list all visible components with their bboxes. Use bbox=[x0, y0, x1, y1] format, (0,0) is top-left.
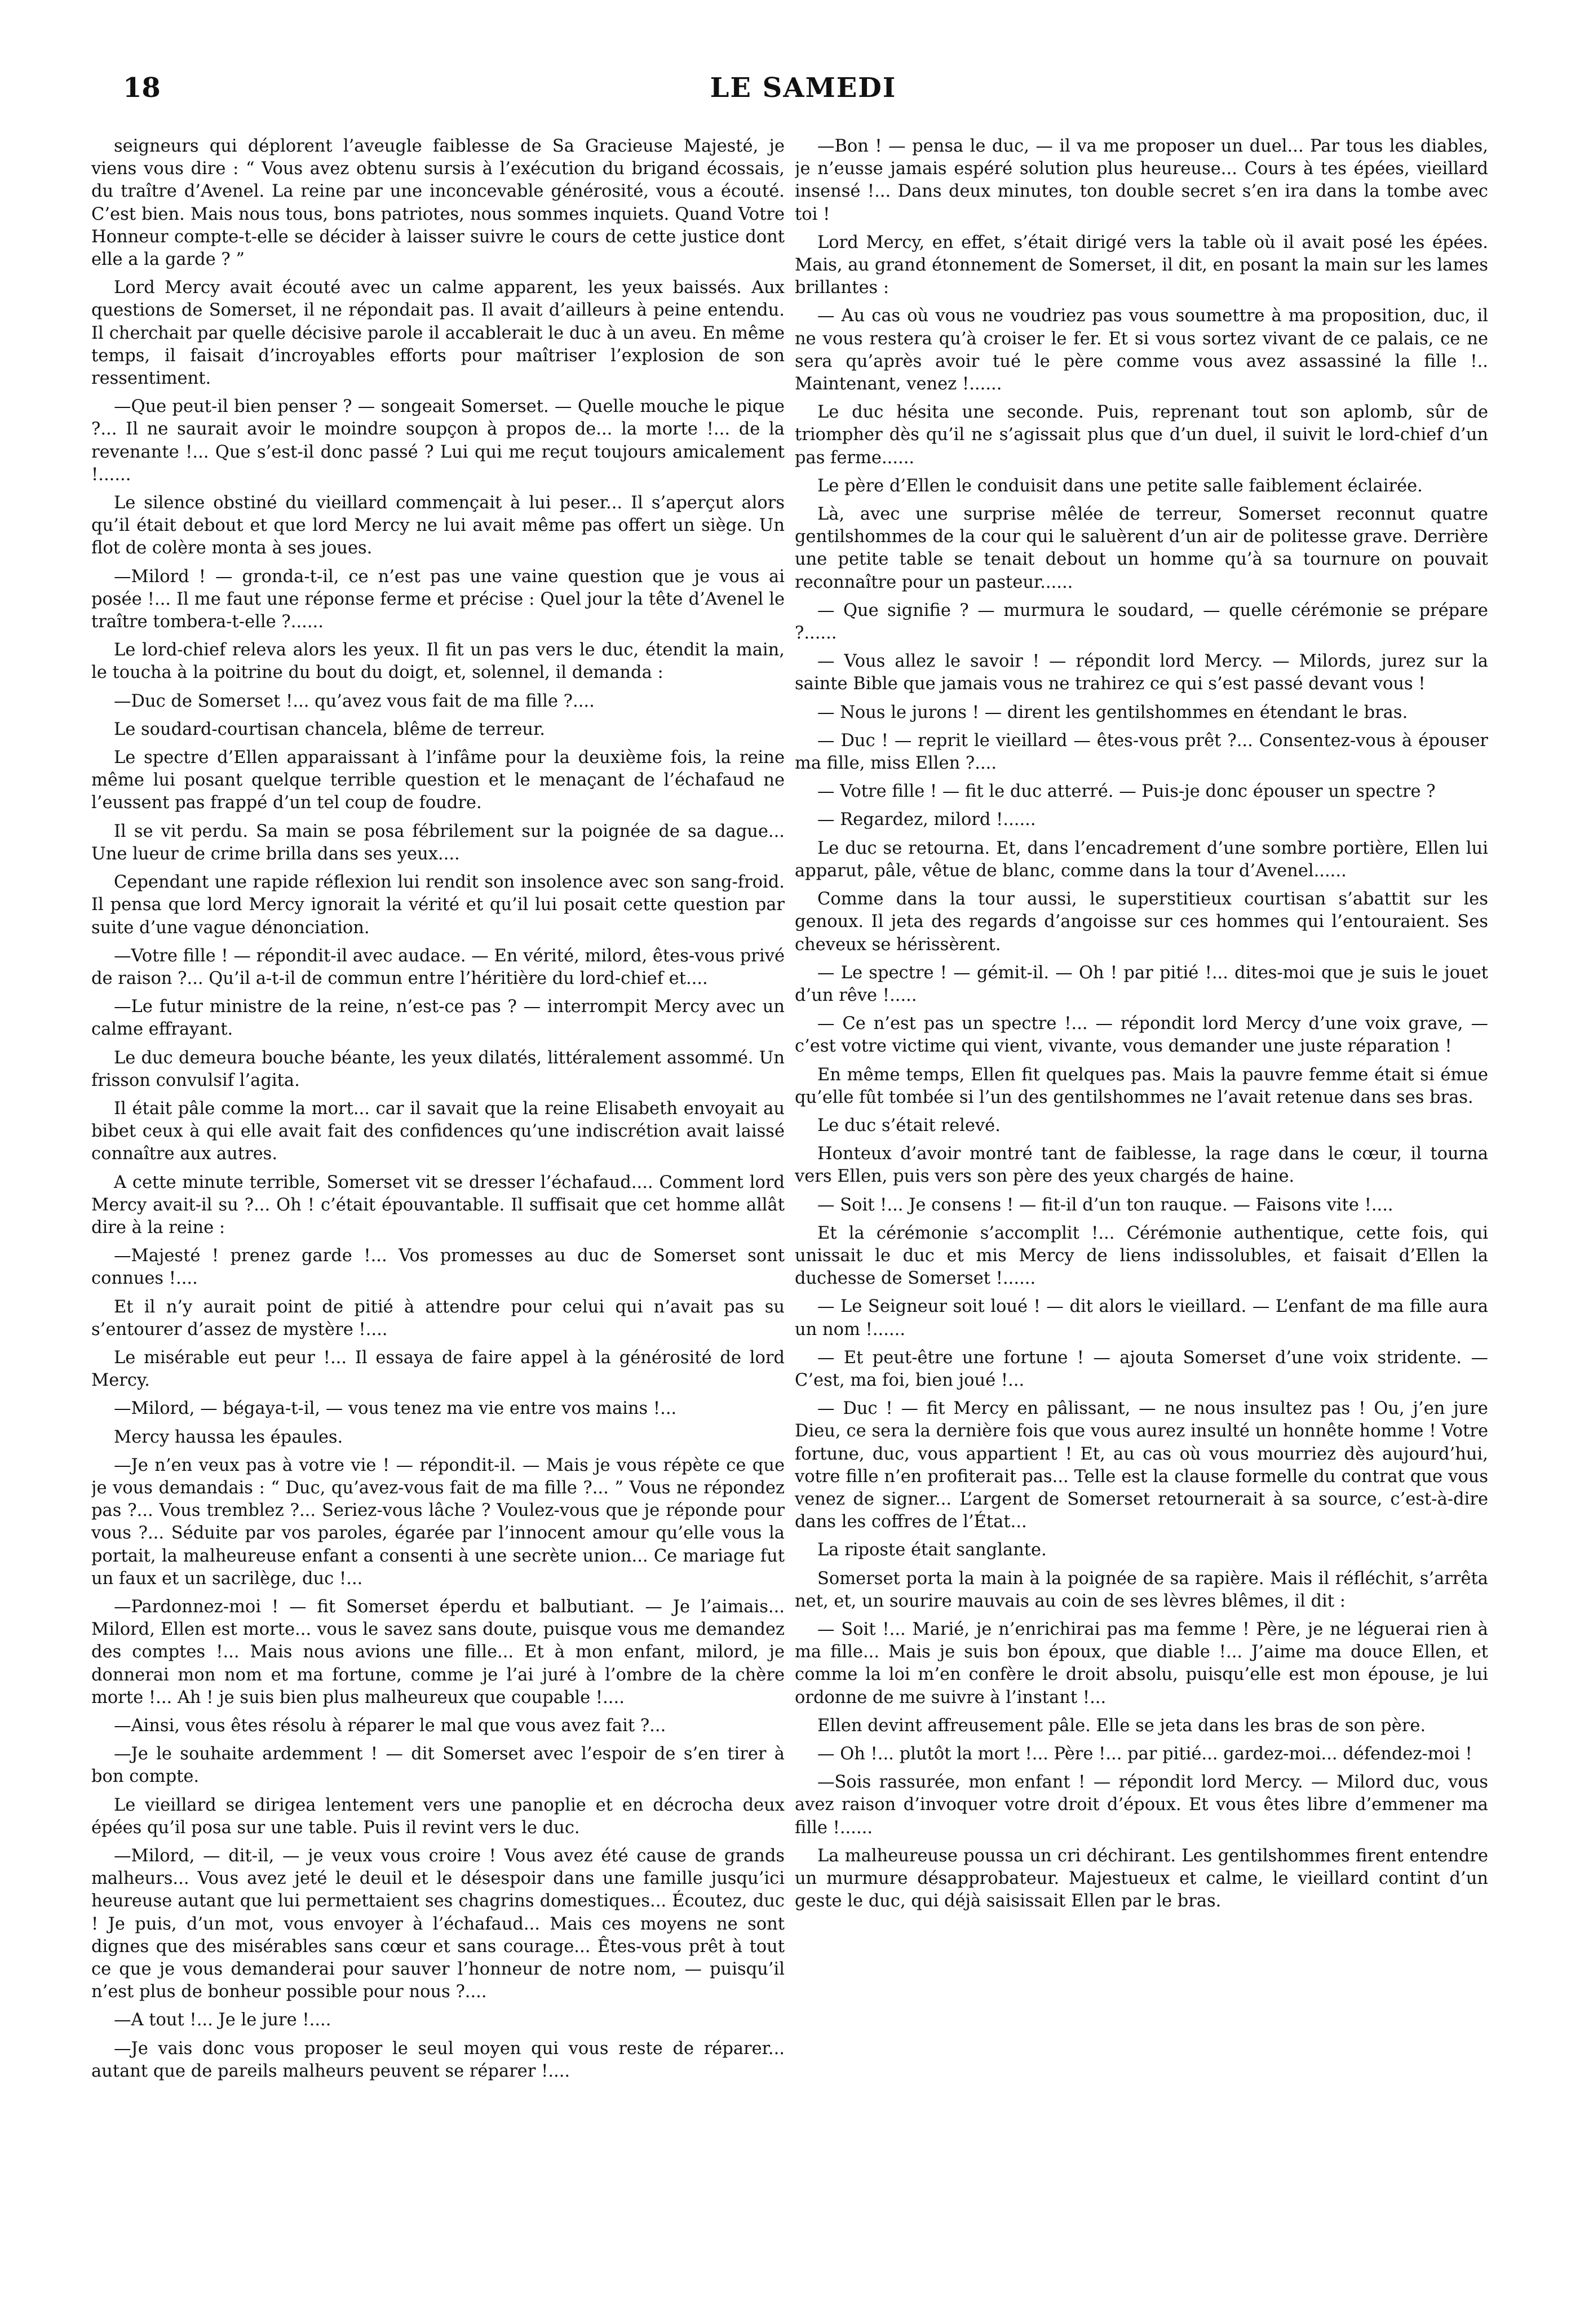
paragraph: Le soudard-courtisan chancela, blême de terreur. bbox=[114, 719, 545, 739]
paragraph: — Votre fille ! — fit le duc atterré. — Puis-je donc épouser un spectre ? bbox=[817, 782, 1436, 802]
paragraph: Comme dans la tour aussi, le superstitieux courtisan s’abattit sur les genoux. Il jeta des regards d’angoisse sur ces hommes qui l’entouraient. Ses cheveux se hérissèrent. bbox=[795, 889, 1488, 955]
paragraph: Le misérable eut peur !... Il essaya de faire appel à la générosité de lord Mercy. bbox=[91, 1347, 785, 1391]
paragraph: — Regardez, milord !...... bbox=[817, 810, 1036, 830]
paragraph: —Duc de Somerset !... qu’avez vous fait de ma fille ?.... bbox=[114, 691, 595, 711]
paragraph: — Le Seigneur soit loué ! — dit alors le vieillard. — L’enfant de ma fille aura un nom !...... bbox=[795, 1297, 1488, 1340]
paragraph: —Ainsi, vous êtes résolu à réparer le mal que vous avez fait ?... bbox=[114, 1716, 666, 1736]
paragraph: —Le futur ministre de la reine, n’est-ce pas ? — interrompit Mercy avec un calme effrayant. bbox=[91, 997, 785, 1040]
paragraph: —Sois rassurée, mon enfant ! — répondit lord Mercy. — Milord duc, vous avez raison d’invoquer votre droit d’époux. Et vous êtes libre d’emmener ma fille !...... bbox=[795, 1772, 1488, 1838]
paragraph: —Je n’en veux pas à votre vie ! — répondit-il. — Mais je vous répète ce que je vous demandais : “ Duc, qu’avez-vous fait de ma fille ?... ” Vous ne répondez pas ?... Vous tremblez ?... Seriez-vous lâche ? Voulez-vous que je réponde pour vous ?... Séduite par vos paroles, égarée par l’innocent amour qu’elle vous la portait, la malheureuse enfant a consenti à une secrète union... Ce mariage fut un faux et un sacrilège, duc !... bbox=[91, 1455, 785, 1589]
paragraph: La riposte était sanglante. bbox=[817, 1540, 1047, 1560]
paragraph: —Majesté ! prenez garde !... Vos promesses au duc de Somerset sont connues !.... bbox=[91, 1246, 785, 1289]
paragraph: — Soit !... Je consens ! — fit-il d’un ton rauque. — Faisons vite !.... bbox=[817, 1195, 1393, 1215]
paragraph: Le duc se retourna. Et, dans l’encadrement d’une sombre portière, Ellen lui apparut, pâle, vêtue de blanc, comme dans la tour d’Avenel...... bbox=[795, 838, 1488, 881]
paragraph: — Nous le jurons ! — dirent les gentilshommes en étendant le bras. bbox=[817, 702, 1408, 722]
paragraph: seigneurs qui déplorent l’aveugle faiblesse de Sa Gracieuse Majesté, je viens vous dire : “ Vous avez obtenu sursis à l’exécution du brigand écossais, du traître d’Avenel. La reine par une inconcevable générosité, vous a écouté. C’est bien. Mais nous tous, bons patriotes, nous sommes inquiets. Quand Votre Honneur compte-t-elle se décider à laisser suivre le cours de cette justice dont elle a la garde ? ” bbox=[91, 136, 785, 270]
paragraph: En même temps, Ellen fit quelques pas. Mais la pauvre femme était si émue qu’elle fût tombée si l’un des gentilshommes ne l’avait retenue dans ses bras. bbox=[795, 1065, 1488, 1107]
running-title: LE SAMEDI bbox=[710, 72, 897, 104]
paragraph: —Que peut-il bien penser ? — songeait Somerset. — Quelle mouche le pique ?... Il ne saurait avoir le moindre soupçon à propos de... la morte !... de la revenante !... Que s’est-il donc passé ? Lui qui me reçut toujours amicalement !...... bbox=[91, 397, 785, 485]
paragraph: — Duc ! — fit Mercy en pâlissant, — ne nous insultez pas ! Ou, j’en jure Dieu, ce sera la dernière fois que vous aurez insulté un honnête homme ! Votre fortune, duc, vous appartient ! Et, au cas où vous mourriez dès aujourd’hui, votre fille n’en profiterait pas... Telle est la clause formelle du contrat que vous venez de signer... L’argent de Somerset retournerait à sa source, c’est-à-dire dans les coffres de l’État... bbox=[795, 1399, 1488, 1532]
paragraph: —Bon ! — pensa le duc, — il va me proposer un duel... Par tous les diables, je n’eusse jamais espéré solution plus heureuse... Cours à tes épées, vieillard insensé !... Dans deux minutes, ton double secret s’en ira dans la tombe avec toi ! bbox=[795, 136, 1488, 224]
paragraph: —Milord, — bégaya-t-il, — vous tenez ma vie entre vos mains !... bbox=[114, 1399, 677, 1419]
paragraph: — Et peut-être une fortune ! — ajouta Somerset d’une voix stridente. — C’est, ma foi, bien joué !... bbox=[795, 1347, 1488, 1390]
paragraph: Le spectre d’Ellen apparaissant à l’infâme pour la deuxième fois, la reine même lui posant quelque terrible question et le menaçant de l’échafaud ne l’eussent pas frappé d’un tel coup de foudre. bbox=[91, 748, 785, 813]
left-column bbox=[91, 135, 785, 2265]
paragraph: Il se vit perdu. Sa main se posa fébrilement sur la poignée de sa dague... Une lueur de crime brilla dans ses yeux.... bbox=[91, 821, 785, 864]
paragraph: Cependant une rapide réflexion lui rendit son insolence avec son sang-froid. Il pensa que lord Mercy ignorait la vérité et qu’il lui posait cette question par suite d’une vague dénonciation. bbox=[91, 872, 785, 938]
paragraph: —A tout !... Je le jure !.... bbox=[114, 2010, 331, 2030]
paragraph: —Votre fille ! — répondit-il avec audace. — En vérité, milord, êtes-vous privé de raison ?... Qu’il a-t-il de commun entre l’héritière du lord-chief et.... bbox=[91, 946, 785, 988]
paragraph: Et il n’y aurait point de pitié à attendre pour celui qui n’avait pas su s’entourer d’assez de mystère !.... bbox=[91, 1297, 785, 1340]
paragraph: — Ce n’est pas un spectre !... — répondit lord Mercy d’une voix grave, — c’est votre victime qui vient, vivante, vous demander une juste réparation ! bbox=[795, 1014, 1488, 1057]
paragraph: Le duc hésita une seconde. Puis, reprenant tout son aplomb, sûr de triompher dès qu’il ne s’agissait plus que d’un duel, il suivit le lord-chief d’un pas ferme...... bbox=[795, 402, 1488, 468]
paragraph: Le silence obstiné du vieillard commençait à lui peser... Il s’aperçut alors qu’il était debout et que lord Mercy ne lui avait même pas offert un siège. Un flot de colère monta à ses joues. bbox=[91, 493, 785, 558]
paragraph: Là, avec une surprise mêlée de terreur, Somerset reconnut quatre gentilshommes de la cour qui le saluèrent d’un air de politesse grave. Derrière une petite table se tenait debout un homme qu’à sa tournure on pouvait reconnaître pour un pasteur...... bbox=[795, 504, 1488, 592]
paragraph: Le vieillard se dirigea lentement vers une panoplie et en décrocha deux épées qu’il posa sur une table. Puis il revint vers le duc. bbox=[91, 1795, 785, 1838]
paragraph: Lord Mercy avait écouté avec un calme apparent, les yeux baissés. Aux questions de Somerset, il ne répondait pas. Il avait d’ailleurs à peine entendu. Il cherchait par quelle décisive parole il accablerait le duc à un aveu. En même temps, il faisait d’incroyables efforts pour maîtriser l’explosion de son ressentiment. bbox=[91, 278, 785, 389]
paragraph: Lord Mercy, en effet, s’était dirigé vers la table où il avait posé les épées. Mais, au grand étonnement de Somerset, il dit, en posant la main sur les lames brillantes : bbox=[795, 232, 1488, 298]
paragraph: — Duc ! — reprit le vieillard — êtes-vous prêt ?... Consentez-vous à épouser ma fille, miss Ellen ?.... bbox=[795, 730, 1488, 774]
page-number: 18 bbox=[123, 72, 161, 104]
paragraph: — Soit !... Marié, je n’enrichirai pas ma femme ! Père, je ne léguerai rien à ma fille... Mais je suis bon époux, que diable !... J’aime ma douce Ellen, et comme la loi m’en confère le droit absolu, puisqu’elle est mon épouse, je lui ordonne de me suivre à l’instant !... bbox=[795, 1619, 1488, 1707]
paragraph: — Vous allez le savoir ! — répondit lord Mercy. — Milords, jurez sur la sainte Bible que jamais vous ne trahirez ce qui s’est passé devant vous ! bbox=[795, 651, 1488, 694]
paragraph: —Pardonnez-moi ! — fit Somerset éperdu et balbutiant. — Je l’aimais... Milord, Ellen est morte... vous le savez sans doute, puisque vous me demandez des comptes !... Mais nous avions une fille... Et à mon enfant, milord, je donnerai mon nom et ma fortune, comme je l’ai juré à l’ombre de la chère morte !... Ah ! je suis bien plus malheureux que coupable !.... bbox=[91, 1596, 785, 1707]
paragraph: — Le spectre ! — gémit-il. — Oh ! par pitié !... dites-moi que je suis le jouet d’un rêve !..... bbox=[795, 963, 1488, 1005]
paragraph: Le père d’Ellen le conduisit dans une petite salle faiblement éclairée. bbox=[817, 476, 1423, 496]
paragraph: —Je le souhaite ardemment ! — dit Somerset avec l’espoir de s’en tirer à bon compte. bbox=[91, 1744, 785, 1787]
paragraph: Le duc s’était relevé. bbox=[817, 1115, 1001, 1136]
paragraph: A cette minute terrible, Somerset vit se dresser l’échafaud.... Comment lord Mercy avait-il su ?... Oh ! c’était épouvantable. Il suffisait que cet homme allât dire à la reine : bbox=[91, 1172, 785, 1238]
right-column bbox=[795, 135, 1488, 2265]
paragraph: —Milord, — dit-il, — je veux vous croire ! Vous avez été cause de grands malheurs... Vous avez jeté le deuil et le désespoir dans une famille jusqu’ici heureuse autant que lui permettaient ses chagrins domestiques... Écoutez, duc ! Je puis, d’un mot, vous envoyer à l’échafaud... Mais ces moyens ne sont dignes que des misérables sans cœur et sans courage... Êtes-vous prêt à tout ce que je vous demanderai pour sauver l’honneur de notre nom, — puisqu’il n’est plus de bonheur possible pour nous ?.... bbox=[91, 1846, 785, 2002]
paragraph: La malheureuse poussa un cri déchirant. Les gentilshommes firent entendre un murmure désapprobateur. Majestueux et calme, le vieillard contint d’un geste le duc, qui déjà saisissait Ellen par le bras. bbox=[795, 1846, 1488, 1911]
paragraph: — Oh !... plutôt la mort !... Père !... par pitié... gardez-moi... défendez-moi ! bbox=[817, 1744, 1472, 1764]
paragraph: —Je vais donc vous proposer le seul moyen qui vous reste de réparer... autant que de pareils malheurs peuvent se réparer !.... bbox=[91, 2038, 785, 2081]
paragraph: Et la cérémonie s’accomplit !... Cérémonie authentique, cette fois, qui unissait le duc et mis Mercy de liens indissolubles, et faisait d’Ellen la duchesse de Somerset !...... bbox=[795, 1223, 1488, 1289]
paragraph: Le duc demeura bouche béante, les yeux dilatés, littéralement assommé. Un frisson convulsif l’agita. bbox=[91, 1048, 785, 1090]
paragraph: —Milord ! — gronda-t-il, ce n’est pas une vaine question que je vous ai posée !... Il me faut une réponse ferme et précise : Quel jour la tête d’Avenel le traître tombera-t-elle ?...... bbox=[91, 566, 785, 632]
paragraph: — Que signifie ? — murmura le soudard, — quelle cérémonie se prépare ?...... bbox=[795, 600, 1488, 644]
paragraph: — Au cas où vous ne voudriez pas vous soumettre à ma proposition, duc, il ne vous restera qu’à croiser le fer. Et si vous sortez vivant de ce palais, ce ne sera qu’après avoir tué le père comme vous avez assassiné la fille !.. Maintenant, venez !...... bbox=[795, 306, 1488, 394]
paragraph: Ellen devint affreusement pâle. Elle se jeta dans les bras de son père. bbox=[817, 1715, 1426, 1736]
paragraph: Mercy haussa les épaules. bbox=[114, 1427, 343, 1447]
paragraph: Honteux d’avoir montré tant de faiblesse, la rage dans le cœur, il tourna vers Ellen, puis vers son père des yeux chargés de haine. bbox=[795, 1144, 1488, 1187]
paragraph: Somerset porta la main à la poignée de sa rapière. Mais il réfléchit, s’arrêta net, et, un sourire mauvais au coin de ses lèvres blêmes, il dit : bbox=[795, 1568, 1488, 1611]
paragraph: Il était pâle comme la mort... car il savait que la reine Elisabeth envoyait au bibet ceux à qui elle avait fait des confidences qu’une indiscrétion avait laissé connaître aux autres. bbox=[91, 1098, 785, 1164]
paragraph: Le lord-chief releva alors les yeux. Il fit un pas vers le duc, étendit la main, le toucha à la poitrine du bout du doigt, et, solennel, il demanda : bbox=[91, 640, 785, 683]
